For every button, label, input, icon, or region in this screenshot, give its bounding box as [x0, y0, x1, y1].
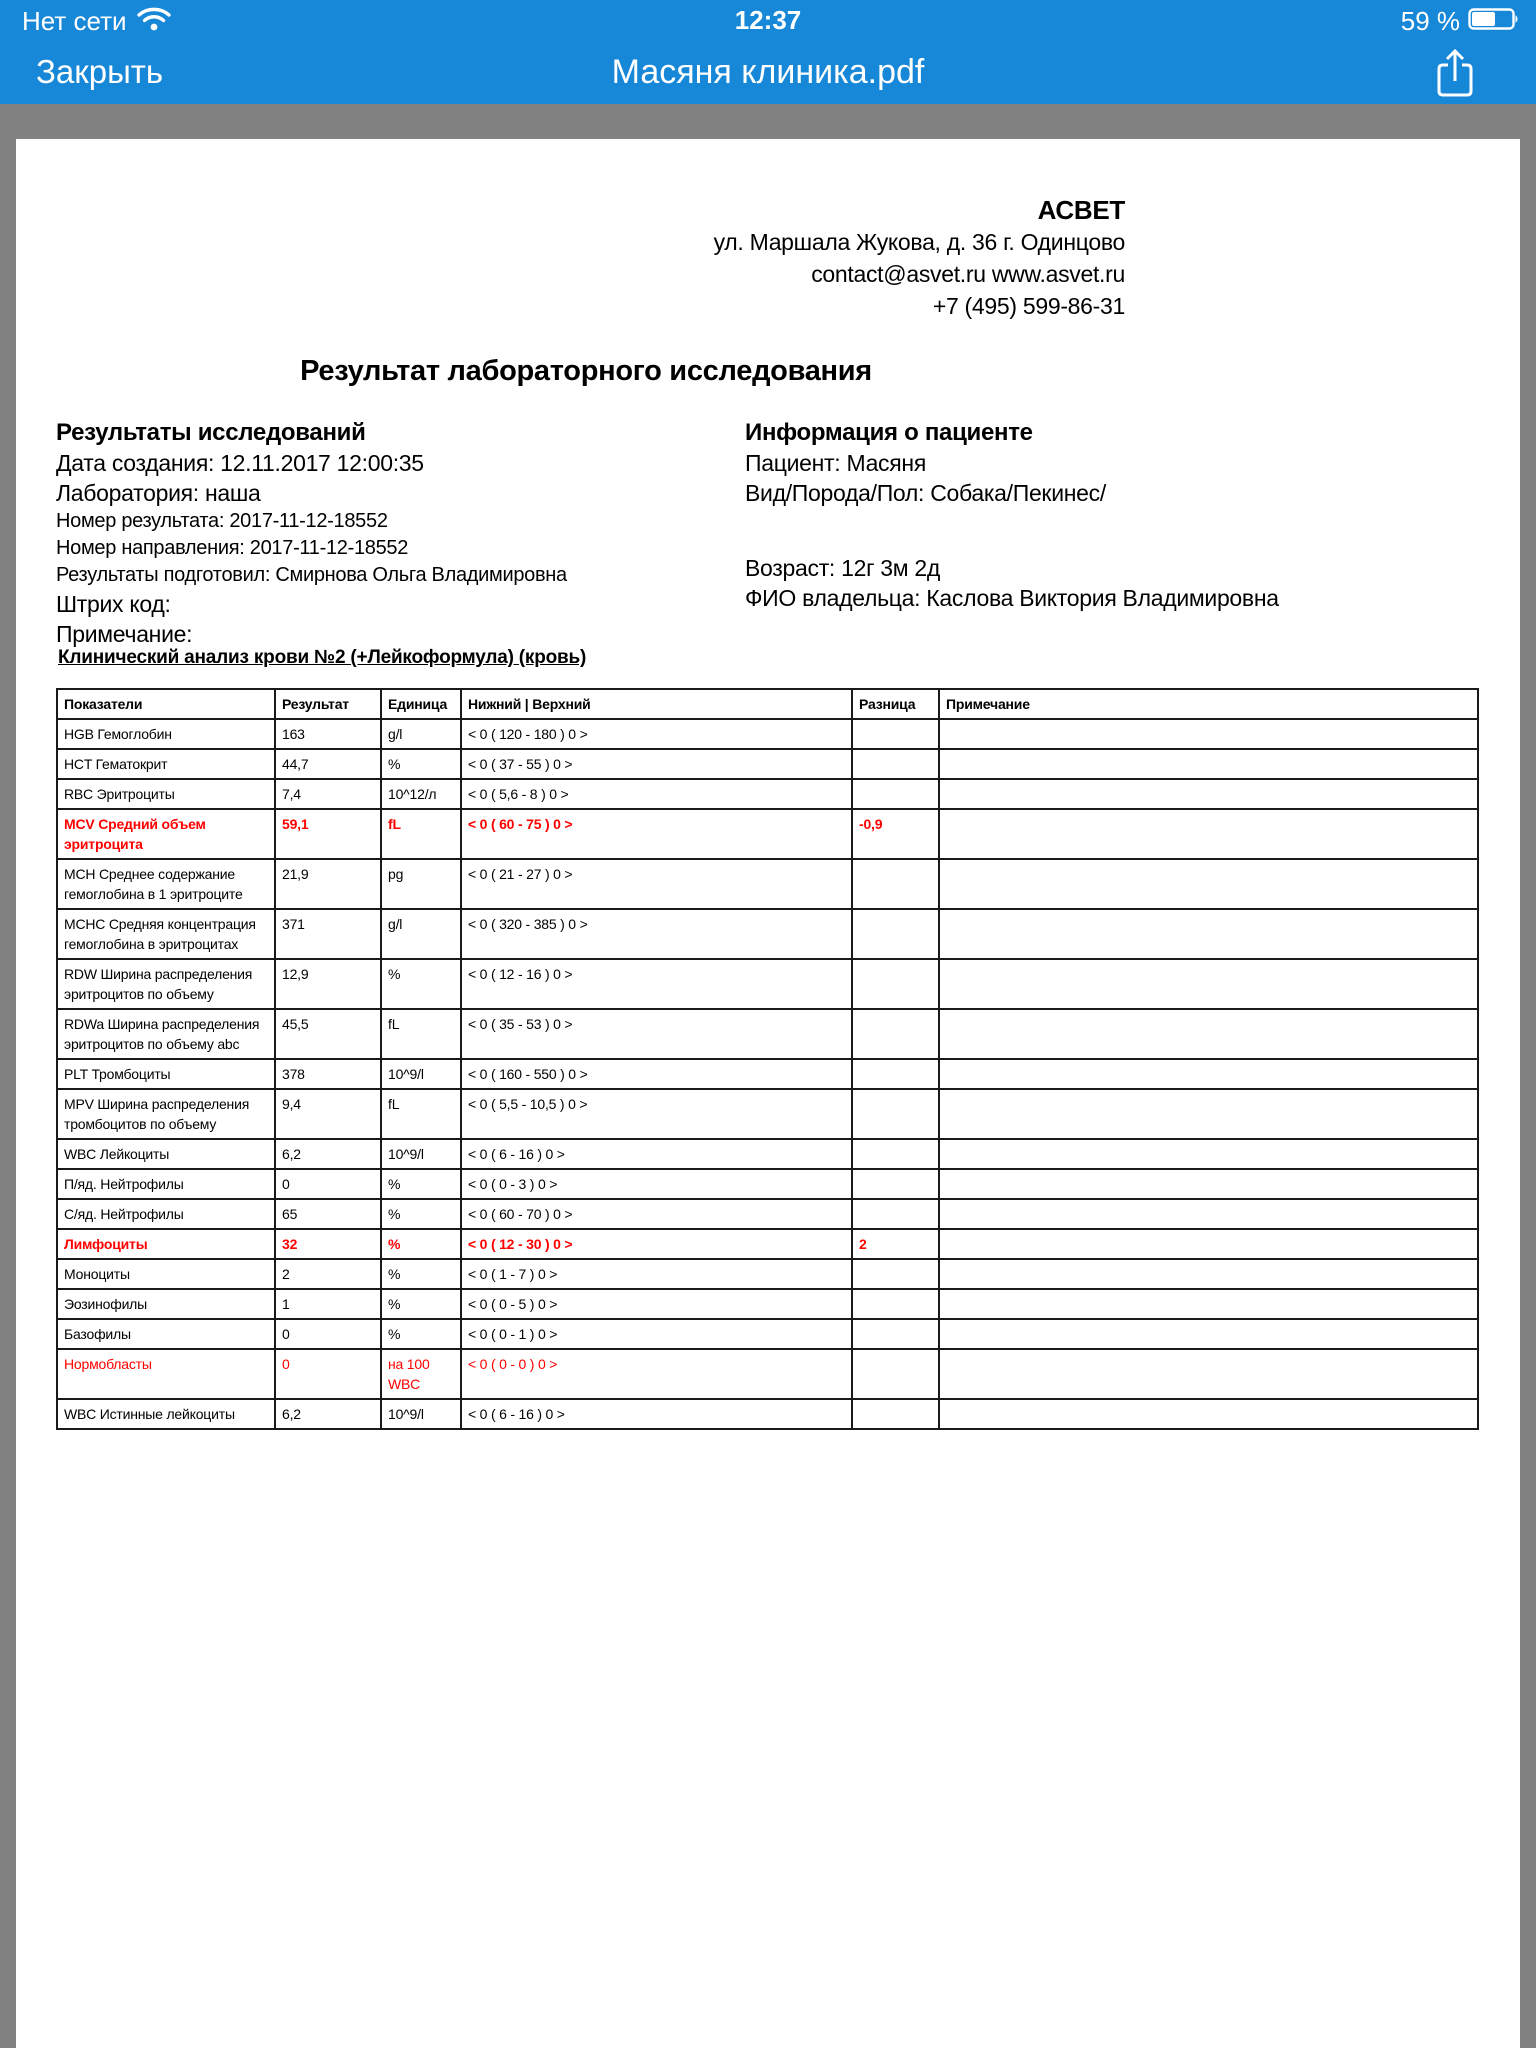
cell-result: 32 [275, 1229, 381, 1259]
cell-diff [852, 1349, 939, 1399]
result-number: Номер результата: 2017-11-12-18552 [56, 510, 388, 532]
cell-unit: 10^9/l [381, 1059, 461, 1089]
cell-range: < 0 ( 1 - 7 ) 0 > [461, 1259, 852, 1289]
cell-unit: 10^12/л [381, 779, 461, 809]
cell-range: < 0 ( 0 - 3 ) 0 > [461, 1169, 852, 1199]
cell-result: 9,4 [275, 1089, 381, 1139]
table-row [57, 909, 1478, 959]
species-breed-sex: Вид/Порода/Пол: Собака/Пекинес/ [745, 480, 1106, 506]
cell-result: 2 [275, 1259, 381, 1289]
cell-unit: % [381, 1319, 461, 1349]
cell-result: 65 [275, 1199, 381, 1229]
analysis-section-title: Клинический анализ крови №2 (+Лейкоформула) (кровь) [58, 647, 587, 668]
cell-range: < 0 ( 12 - 30 ) 0 > [461, 1229, 852, 1259]
table-row [57, 1199, 1478, 1229]
patient-name: Пациент: Масяня [745, 450, 926, 476]
cell-name: WBC Лейкоциты [57, 1139, 275, 1169]
cell-diff [852, 719, 939, 749]
cell-diff [852, 1289, 939, 1319]
cell-result: 0 [275, 1349, 381, 1399]
cell-unit: % [381, 1259, 461, 1289]
cell-note [939, 1229, 1478, 1259]
cell-result: 163 [275, 719, 381, 749]
referral-number: Номер направления: 2017-11-12-18552 [56, 537, 409, 559]
cell-name: RDWa Ширина распределения эритроцитов по объему abc [57, 1009, 275, 1059]
col-header-unit: Единица [381, 689, 461, 719]
barcode-label: Штрих код: [56, 591, 171, 617]
cell-result: 6,2 [275, 1139, 381, 1169]
cell-result: 44,7 [275, 749, 381, 779]
cell-diff [852, 1259, 939, 1289]
cell-name: MCHC Средняя концентрация гемоглобина в эритроцитах [57, 909, 275, 959]
table-row [57, 719, 1478, 749]
close-button[interactable]: Закрыть [30, 52, 169, 92]
note-label: Примечание: [56, 621, 193, 647]
cell-name: RDW Ширина распределения эритроцитов по объему [57, 959, 275, 1009]
cell-name: RBC Эритроциты [57, 779, 275, 809]
cell-diff [852, 749, 939, 779]
cell-result: 1 [275, 1289, 381, 1319]
cell-range: < 0 ( 60 - 70 ) 0 > [461, 1199, 852, 1229]
cell-note [939, 959, 1478, 1009]
cell-name: Нормобласты [57, 1349, 275, 1399]
cell-diff [852, 1319, 939, 1349]
cell-diff: -0,9 [852, 809, 939, 859]
share-button[interactable] [1432, 46, 1478, 105]
cell-name: Базофилы [57, 1319, 275, 1349]
cell-note [939, 749, 1478, 779]
cell-diff: 2 [852, 1229, 939, 1259]
col-header-difference: Разница [852, 689, 939, 719]
cell-unit: % [381, 1169, 461, 1199]
cell-unit: g/l [381, 909, 461, 959]
cell-result: 7,4 [275, 779, 381, 809]
cell-range: < 0 ( 60 - 75 ) 0 > [461, 809, 852, 859]
cell-note [939, 1319, 1478, 1349]
cell-note [939, 859, 1478, 909]
cell-result: 6,2 [275, 1399, 381, 1429]
col-header-result: Результат [275, 689, 381, 719]
clinic-name: АСВЕТ [1037, 195, 1125, 225]
cell-unit: g/l [381, 719, 461, 749]
cell-diff [852, 1199, 939, 1229]
cell-diff [852, 1169, 939, 1199]
results-info-block [56, 418, 567, 649]
table-row [57, 959, 1478, 1009]
cell-unit: % [381, 749, 461, 779]
cell-range: < 0 ( 160 - 550 ) 0 > [461, 1059, 852, 1089]
pdf-page[interactable] [16, 139, 1520, 2048]
cell-name: PLT Тромбоциты [57, 1059, 275, 1089]
clinic-phone: +7 (495) 599-86-31 [932, 293, 1125, 319]
lab-results-table [56, 688, 1479, 1430]
cell-diff [852, 909, 939, 959]
table-row [57, 1089, 1478, 1139]
cell-range: < 0 ( 6 - 16 ) 0 > [461, 1399, 852, 1429]
cell-name: WBC Истинные лейкоциты [57, 1399, 275, 1429]
cell-name: П/яд. Нейтрофилы [57, 1169, 275, 1199]
carrier-label: Нет сети [22, 6, 127, 36]
patient-age: Возраст: 12г 3м 2д [745, 555, 940, 581]
cell-note [939, 1089, 1478, 1139]
cell-unit: fL [381, 1089, 461, 1139]
cell-result: 0 [275, 1169, 381, 1199]
created-date: Дата создания: 12.11.2017 12:00:35 [56, 450, 424, 476]
patient-info-heading: Информация о пациенте [745, 419, 1033, 446]
cell-result: 371 [275, 909, 381, 959]
status-time: 12:37 [734, 5, 802, 35]
table-row [57, 1289, 1478, 1319]
cell-name: Моноциты [57, 1259, 275, 1289]
patient-info-block [745, 418, 1279, 613]
table-row [57, 1169, 1478, 1199]
cell-unit: 10^9/l [381, 1139, 461, 1169]
cell-note [939, 1009, 1478, 1059]
table-row [57, 1349, 1478, 1399]
cell-result: 0 [275, 1319, 381, 1349]
cell-range: < 0 ( 35 - 53 ) 0 > [461, 1009, 852, 1059]
col-header-range: Нижний | Верхний [461, 689, 852, 719]
status-bar [0, 0, 1536, 40]
cell-unit: % [381, 1289, 461, 1319]
table-row [57, 749, 1478, 779]
cell-unit: % [381, 1229, 461, 1259]
cell-diff [852, 779, 939, 809]
table-header-row [57, 689, 1478, 719]
cell-range: < 0 ( 21 - 27 ) 0 > [461, 859, 852, 909]
table-row [57, 1259, 1478, 1289]
cell-result: 378 [275, 1059, 381, 1089]
cell-name: HGB Гемоглобин [57, 719, 275, 749]
cell-unit: pg [381, 859, 461, 909]
cell-range: < 0 ( 37 - 55 ) 0 > [461, 749, 852, 779]
laboratory: Лаборатория: наша [56, 480, 261, 506]
cell-note [939, 1199, 1478, 1229]
clinic-header [714, 194, 1125, 322]
cell-note [939, 779, 1478, 809]
top-bars [0, 0, 1536, 104]
cell-range: < 0 ( 320 - 385 ) 0 > [461, 909, 852, 959]
prepared-by: Результаты подготовил: Смирнова Ольга Владимировна [56, 564, 567, 586]
cell-diff [852, 1059, 939, 1089]
cell-diff [852, 859, 939, 909]
clinic-address: ул. Маршала Жукова, д. 36 г. Одинцово [713, 229, 1125, 255]
table-row [57, 859, 1478, 909]
cell-note [939, 909, 1478, 959]
clinic-contact: contact@asvet.ru www.asvet.ru [811, 261, 1125, 287]
cell-name: MPV Ширина распределения тромбоцитов по объему [57, 1089, 275, 1139]
document-title-bar: Масяня клиника.pdf [611, 53, 925, 91]
cell-note [939, 1259, 1478, 1289]
battery-percent-label: 59 % [1400, 6, 1460, 36]
cell-note [939, 1169, 1478, 1199]
table-row [57, 1059, 1478, 1089]
cell-result: 21,9 [275, 859, 381, 909]
cell-note [939, 1399, 1478, 1429]
cell-range: < 0 ( 5,6 - 8 ) 0 > [461, 779, 852, 809]
cell-name: Эозинофилы [57, 1289, 275, 1319]
cell-name: Лимфоциты [57, 1229, 275, 1259]
cell-name: MCH Среднее содержание гемоглобина в 1 эритроците [57, 859, 275, 909]
cell-note [939, 809, 1478, 859]
table-row [57, 1229, 1478, 1259]
table-row [57, 1009, 1478, 1059]
cell-range: < 0 ( 120 - 180 ) 0 > [461, 719, 852, 749]
cell-range: < 0 ( 5,5 - 10,5 ) 0 > [461, 1089, 852, 1139]
nav-bar [0, 40, 1536, 104]
results-info-heading: Результаты исследований [56, 419, 366, 446]
cell-range: < 0 ( 6 - 16 ) 0 > [461, 1139, 852, 1169]
cell-range: < 0 ( 0 - 1 ) 0 > [461, 1319, 852, 1349]
table-row [57, 809, 1478, 859]
cell-unit: fL [381, 1009, 461, 1059]
cell-note [939, 1349, 1478, 1399]
cell-range: < 0 ( 12 - 16 ) 0 > [461, 959, 852, 1009]
cell-result: 12,9 [275, 959, 381, 1009]
cell-note [939, 1289, 1478, 1319]
battery-icon [1468, 7, 1520, 36]
cell-diff [852, 959, 939, 1009]
cell-name: С/яд. Нейтрофилы [57, 1199, 275, 1229]
cell-name: HCT Гематокрит [57, 749, 275, 779]
cell-range: < 0 ( 0 - 5 ) 0 > [461, 1289, 852, 1319]
report-title: Результат лабораторного исследования [300, 355, 872, 387]
cell-range: < 0 ( 0 - 0 ) 0 > [461, 1349, 852, 1399]
col-header-indicator: Показатели [57, 689, 275, 719]
cell-result: 45,5 [275, 1009, 381, 1059]
table-row [57, 1319, 1478, 1349]
table-row [57, 1139, 1478, 1169]
cell-unit: % [381, 959, 461, 1009]
cell-diff [852, 1399, 939, 1429]
cell-diff [852, 1009, 939, 1059]
col-header-note: Примечание [939, 689, 1478, 719]
cell-note [939, 1139, 1478, 1169]
share-icon [1432, 46, 1478, 105]
table-row [57, 779, 1478, 809]
cell-name: MCV Средний объем эритроцита [57, 809, 275, 859]
owner-name: ФИО владельца: Каслова Виктория Владимировна [745, 585, 1279, 611]
cell-diff [852, 1089, 939, 1139]
cell-unit: на 100 WBC [381, 1349, 461, 1399]
cell-unit: fL [381, 809, 461, 859]
cell-unit: % [381, 1199, 461, 1229]
cell-result: 59,1 [275, 809, 381, 859]
cell-note [939, 719, 1478, 749]
table-row [57, 1399, 1478, 1429]
cell-note [939, 1059, 1478, 1089]
cell-unit: 10^9/l [381, 1399, 461, 1429]
cell-diff [852, 1139, 939, 1169]
